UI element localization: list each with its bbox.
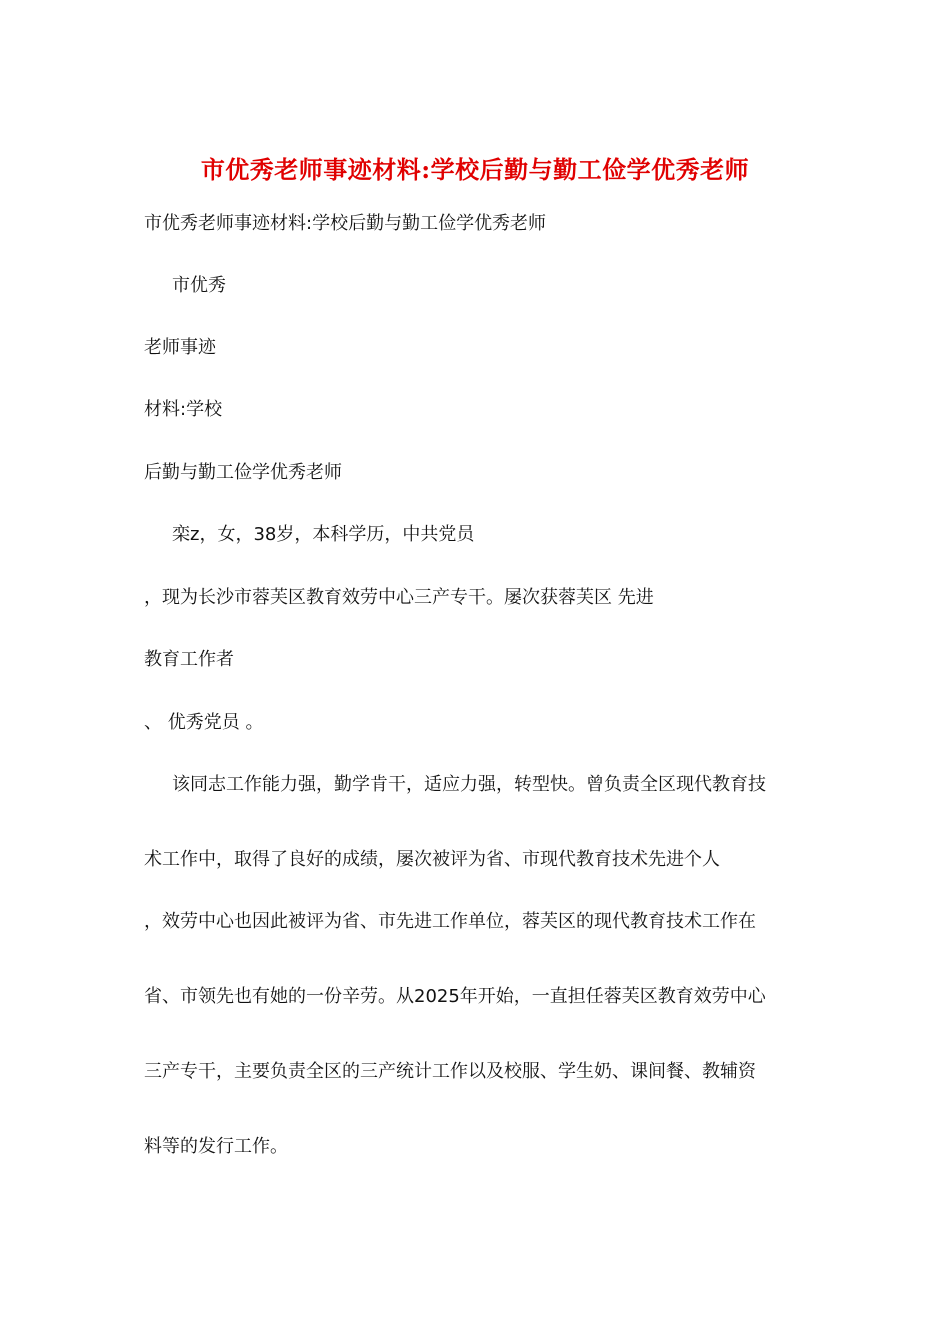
paragraph-line: 市优秀	[172, 275, 226, 296]
paragraph-line: 教育工作者	[144, 649, 234, 670]
paragraph-line: 材料:学校	[144, 399, 223, 420]
paragraph-line: 术工作中，取得了良好的成绩，屡次被评为省、市现代教育技术先进个人	[144, 849, 720, 870]
paragraph-line: 后勤与勤工俭学优秀老师	[144, 462, 342, 483]
paragraph-line: 、 优秀党员 。	[144, 712, 264, 733]
paragraph-line: 栾z，女，38岁，本科学历，中共党员	[172, 524, 475, 545]
paragraph-line: 该同志工作能力强，勤学肯干，适应力强，转型快。曾负责全区现代教育技	[172, 774, 766, 795]
paragraph-line: 市优秀老师事迹材料:学校后勤与勤工俭学优秀老师	[144, 213, 547, 234]
paragraph-line: 省、市领先也有她的一份辛劳。从2025年开始，一直担任蓉芙区教育效劳中心	[144, 986, 766, 1007]
paragraph-line: 三产专干，主要负责全区的三产统计工作以及校服、学生奶、课间餐、教辅资	[144, 1061, 756, 1082]
paragraph-line: 老师事迹	[144, 337, 216, 358]
paragraph-line: ，效劳中心也因此被评为省、市先进工作单位，蓉芙区的现代教育技术工作在	[144, 911, 756, 932]
paragraph-line: 料等的发行工作。	[144, 1136, 288, 1157]
document-title: 市优秀老师事迹材料:学校后勤与勤工俭学优秀老师	[200, 155, 750, 184]
paragraph-line: ，现为长沙市蓉芙区教育效劳中心三产专干。屡次获蓉芙区 先进	[144, 587, 654, 608]
